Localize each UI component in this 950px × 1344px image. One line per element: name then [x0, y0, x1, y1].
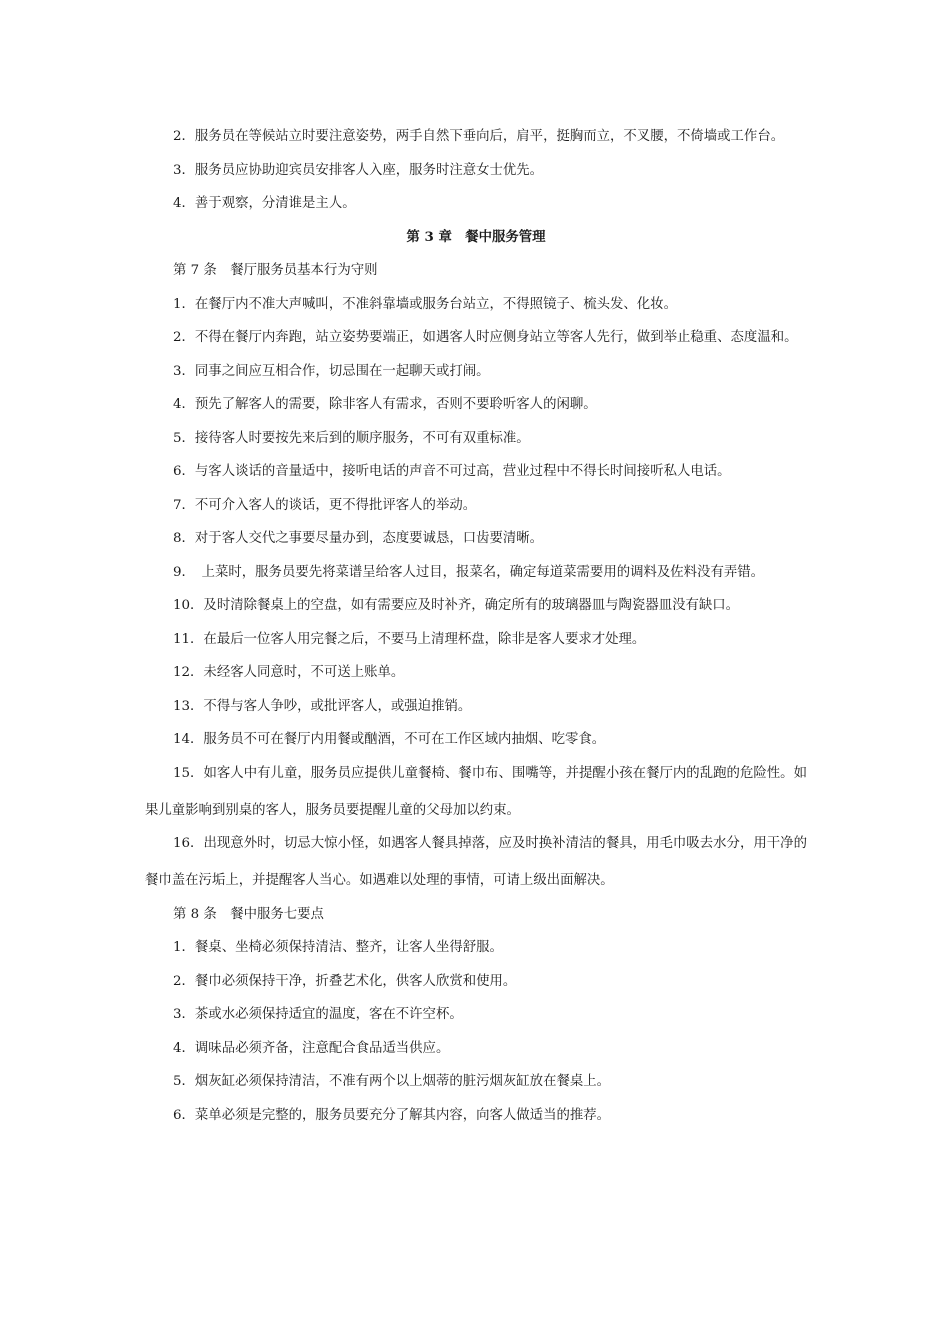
list-item: 2．不得在餐厅内奔跑，站立姿势要端正，如遇客人时应侧身站立等客人先行，做到举止稳重、态度温和。 — [173, 330, 798, 345]
list-item: 13．不得与客人争吵，或批评客人，或强迫推销。 — [173, 698, 472, 714]
list-item: 3．茶或水必须保持适宜的温度，客在不许空杯。 — [173, 1007, 463, 1022]
list-item: 4．调味品必须齐备，注意配合食品适当供应。 — [173, 1040, 450, 1056]
list-item: 4．善于观察，分清谁是主人。 — [173, 196, 356, 211]
list-item: 9． 上菜时，服务员要先将菜谱呈给客人过目，报菜名，确定每道菜需要用的调料及佐料没有弄错。 — [173, 564, 765, 580]
article-heading: 第 7 条 餐厅服务员基本行为守则 — [173, 263, 378, 278]
chapter-heading: 第 3 章 餐中服务管理 — [406, 228, 546, 245]
list-item: 6．菜单必须是完整的，服务员要充分了解其内容，向客人做适当的推荐。 — [173, 1107, 611, 1123]
list-item: 12．未经客人同意时，不可送上账单。 — [173, 665, 405, 680]
list-item: 3．服务员应协助迎宾员安排客人入座，服务时注意女士优先。 — [173, 162, 544, 178]
list-item: 8．对于客人交代之事要尽量办到，态度要诚恳，口齿要清晰。 — [173, 531, 544, 546]
list-item: 14．服务员不可在餐厅内用餐或酗酒，不可在工作区域内抽烟、吃零食。 — [173, 732, 606, 747]
list-item: 7．不可介入客人的谈话，更不得批评客人的举动。 — [173, 497, 477, 513]
document-body — [145, 126, 807, 1138]
list-item: 2．服务员在等候站立时要注意姿势，两手自然下垂向后，肩平，挺胸而立，不叉腰，不倚墙或工作台。 — [173, 129, 785, 144]
list-item: 3．同事之间应互相合作，切忌围在一起聊天或打闹。 — [173, 363, 490, 379]
list-item: 11．在最后一位客人用完餐之后，不要马上清理杯盘，除非是客人要求才处理。 — [173, 631, 646, 647]
list-item: 2．餐巾必须保持干净，折叠艺术化，供客人欣赏和使用。 — [173, 973, 517, 989]
list-item: 6．与客人谈话的音量适中，接听电话的声音不可过高，营业过程中不得长时间接听私人电话。 — [173, 464, 731, 479]
list-item: 1．餐桌、坐椅必须保持清洁、整齐，让客人坐得舒服。 — [173, 940, 503, 955]
list-item: 10．及时清除餐桌上的空盘，如有需要应及时补齐，确定所有的玻璃器皿与陶瓷器皿没有缺口。 — [173, 598, 740, 613]
list-item: 5．烟灰缸必须保持清洁，不准有两个以上烟蒂的脏污烟灰缸放在餐桌上。 — [173, 1074, 611, 1089]
list-item: 5．接待客人时要按先来后到的顺序服务，不可有双重标准。 — [173, 430, 530, 446]
article-heading: 第 8 条 餐中服务七要点 — [173, 906, 324, 922]
list-item: 1．在餐厅内不准大声喊叫，不准斜靠墙或服务台站立，不得照镜子、梳头发、化妆。 — [173, 296, 677, 312]
list-item: 16．出现意外时，切忌大惊小怪，如遇客人餐具掉落，应及时换补清洁的餐具，用毛巾吸去水分，用干净的餐巾盖在污垢上，并提醒客人当心。如遇难以处理的事情，可请上级出面解决。 — [145, 836, 807, 888]
list-item: 4．预先了解客人的需要，除非客人有需求，否则不要聆听客人的闲聊。 — [173, 397, 597, 412]
list-item: 15．如客人中有儿童，服务员应提供儿童餐椅、餐巾布、围嘴等，并提醒小孩在餐厅内的乱跑的危险性。如果儿童影响到别桌的客人，服务员要提醒儿童的父母加以约束。 — [145, 765, 807, 818]
